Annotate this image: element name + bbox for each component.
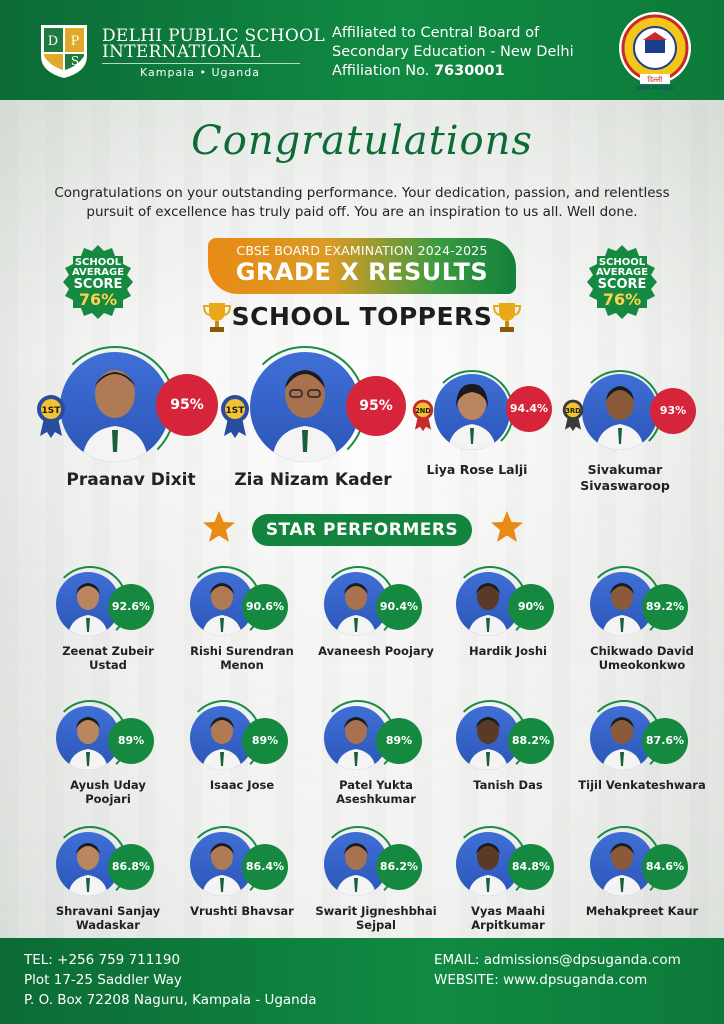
student-name	[34, 904, 182, 932]
student-photo	[250, 352, 360, 462]
student-name-line2: Poojari	[85, 792, 131, 806]
score-circle: 86.2%	[376, 844, 422, 890]
student-name	[434, 778, 582, 792]
congratulations-title: Congratulations	[191, 118, 533, 164]
star-performer-card	[578, 700, 706, 824]
student-name	[302, 904, 450, 932]
badge-line3: SCORE	[73, 277, 123, 292]
school-name-line1: DELHI PUBLIC SCHOOL	[102, 26, 325, 46]
star-performer-card	[48, 566, 168, 690]
seal-motto-text: असतो मा सद्गमय	[636, 85, 674, 92]
school-name	[102, 28, 325, 60]
score-circle: 86.4%	[242, 844, 288, 890]
header-bar	[0, 0, 724, 100]
student-name-line1: Patel Yukta	[339, 778, 413, 792]
topper-card	[36, 346, 226, 491]
score-circle: 95%	[346, 376, 406, 436]
star-performers-title: STAR PERFORMERS	[252, 514, 472, 546]
badge-line2: AVERAGE	[71, 267, 125, 278]
student-name-line1: Zeenat Zubeir	[62, 644, 154, 658]
topper-card	[218, 346, 408, 491]
star-performer-card	[48, 700, 168, 824]
student-avatar-icon	[60, 352, 170, 462]
affiliation-text	[332, 24, 574, 81]
rank-label: 3RD	[565, 406, 581, 415]
student-name-line1: Vrushti Bhavsar	[190, 904, 294, 918]
badge-line3: SCORE	[597, 277, 647, 292]
student-name-line2: Sivaswaroop	[580, 478, 670, 493]
student-name-line1: Isaac Jose	[209, 778, 275, 792]
star-performer-card	[48, 826, 168, 950]
star-performer-card	[448, 566, 568, 690]
score-circle: 95%	[156, 374, 218, 436]
star-performer-card	[316, 700, 436, 824]
score-circle: 89%	[108, 718, 154, 764]
topper-card	[560, 370, 710, 496]
student-name	[168, 904, 316, 918]
badge-line1: SCHOOL	[598, 257, 646, 268]
exam-results-banner	[208, 238, 516, 294]
footer-address1: Plot 17-25 Saddler Way	[24, 972, 182, 988]
badge-line1: SCHOOL	[74, 257, 122, 268]
score-circle: 89%	[242, 718, 288, 764]
student-name: Zia Nizam Kader	[234, 470, 392, 490]
star-performer-card	[448, 826, 568, 950]
student-name	[434, 904, 582, 932]
score-circle: 84.8%	[508, 844, 554, 890]
student-photo	[582, 374, 658, 450]
student-name	[568, 778, 716, 792]
student-name-line1: Mehakpreet Kaur	[585, 904, 699, 918]
topper-card	[412, 370, 562, 482]
student-name	[560, 462, 690, 494]
student-name: Praanav Dixit	[66, 470, 196, 490]
student-photo	[60, 352, 170, 462]
student-name	[302, 778, 450, 806]
score-circle: 90.4%	[376, 584, 422, 630]
score-circle: 90.6%	[242, 584, 288, 630]
star-performer-card	[182, 826, 302, 950]
score-circle: 92.6%	[108, 584, 154, 630]
rank-label: 1ST	[41, 406, 61, 416]
student-name	[302, 644, 450, 658]
congratulations-message: Congratulations on your outstanding performance. Your dedication, passion, and relentless pursuit of excellence has truly paid off. You are an inspiration to us all. Well done.	[54, 185, 670, 220]
school-toppers-title: SCHOOL TOPPERS	[231, 302, 493, 331]
student-name-line1: Sivakumar	[587, 462, 663, 477]
dps-shield-logo-icon	[38, 22, 90, 80]
student-name	[168, 644, 316, 672]
footer-bar	[0, 938, 724, 1024]
student-photo	[434, 374, 510, 450]
score-circle: 94.4%	[506, 386, 552, 432]
trophy-icon	[492, 300, 522, 334]
star-icon	[490, 510, 524, 544]
student-name-line2: Umeokonkwo	[598, 658, 686, 672]
score-circle: 93%	[650, 388, 696, 434]
school-name-divider	[102, 63, 300, 64]
student-name	[34, 644, 182, 672]
star-performer-card	[182, 566, 302, 690]
footer-tel: TEL: +256 759 711190	[24, 952, 181, 968]
student-name: Liya Rose Lalji	[426, 462, 528, 477]
student-name	[568, 644, 716, 672]
footer-online	[434, 950, 681, 990]
logo-letter-d: D	[47, 34, 59, 49]
affiliation-line1: Affiliated to Central Board of	[332, 25, 540, 41]
rank-label: 1ST	[225, 406, 245, 416]
score-circle: 86.8%	[108, 844, 154, 890]
star-icon	[202, 510, 236, 544]
student-name	[34, 778, 182, 806]
student-avatar-icon	[434, 374, 510, 450]
school-name-line2: INTERNATIONAL	[102, 42, 261, 62]
student-name-line2: Aseshkumar	[336, 792, 416, 806]
logo-letter-p: P	[70, 34, 80, 49]
student-name	[568, 904, 716, 918]
exam-title: CBSE BOARD EXAMINATION 2024-2025	[236, 243, 488, 258]
student-avatar-icon	[250, 352, 360, 462]
footer-address2: P. O. Box 72208 Naguru, Kampala - Uganda	[24, 992, 317, 1008]
grade-results-title: GRADE X RESULTS	[235, 258, 489, 286]
score-circle: 89.2%	[642, 584, 688, 630]
badge-line2: AVERAGE	[595, 267, 649, 278]
student-name-line1: Rishi Surendran	[190, 644, 294, 658]
badge-value: 76%	[78, 290, 118, 309]
student-name	[434, 644, 582, 658]
star-performer-card	[448, 700, 568, 824]
footer-contact	[24, 950, 317, 1010]
student-name-line2: Sejpal	[356, 918, 396, 932]
rank-rosette-icon	[562, 398, 584, 432]
student-name-line1: Tijil Venkateshwara	[578, 778, 706, 792]
seal-bottom-text: दिल्ली	[647, 76, 663, 84]
badge-value: 76%	[602, 290, 642, 309]
student-name-line1: Avaneesh Poojary	[318, 644, 434, 658]
affiliation-line2: Secondary Education - New Delhi	[332, 44, 574, 60]
student-name-line1: Shravani Sanjay	[55, 904, 161, 918]
rank-rosette-icon	[220, 394, 250, 438]
affiliation-number: 7630001	[433, 63, 505, 79]
affiliation-number-line	[332, 62, 574, 81]
rank-rosette-icon	[412, 398, 434, 432]
star-performer-card	[316, 826, 436, 950]
affiliation-label: Affiliation No.	[332, 63, 434, 79]
score-circle: 90%	[508, 584, 554, 630]
cbse-seal-icon	[616, 8, 694, 92]
student-name-line1: Chikwado David	[590, 644, 694, 658]
star-performer-card	[582, 826, 702, 950]
student-name-line2: Ustad	[89, 658, 127, 672]
student-name-line1: Swarit Jigneshbhai	[315, 904, 437, 918]
score-circle: 87.6%	[642, 718, 688, 764]
rank-label: 2ND	[415, 406, 431, 415]
score-circle: 88.2%	[508, 718, 554, 764]
star-performer-card	[182, 700, 302, 824]
student-name-line2: Menon	[220, 658, 264, 672]
student-name-line1: Ayush Uday	[70, 778, 146, 792]
student-name-line1: Hardik Joshi	[468, 644, 548, 658]
student-avatar-icon	[582, 374, 658, 450]
rank-rosette-icon	[36, 394, 66, 438]
score-circle: 84.6%	[642, 844, 688, 890]
student-name-line1: Tanish Das	[473, 778, 543, 792]
school-location: Kampala • Uganda	[140, 66, 260, 79]
footer-website[interactable]: WEBSITE: www.dpsuganda.com	[434, 972, 648, 988]
logo-letter-s: S	[70, 54, 80, 68]
score-circle: 89%	[376, 718, 422, 764]
student-name-line2: Arpitkumar	[471, 918, 545, 932]
student-name-line1: Vyas Maahi	[470, 904, 546, 918]
student-name-line2: Wadaskar	[76, 918, 140, 932]
star-performer-card	[316, 566, 436, 690]
footer-email[interactable]: EMAIL: admissions@dpsuganda.com	[434, 952, 681, 968]
student-name	[168, 778, 316, 792]
star-performer-card	[582, 566, 702, 690]
